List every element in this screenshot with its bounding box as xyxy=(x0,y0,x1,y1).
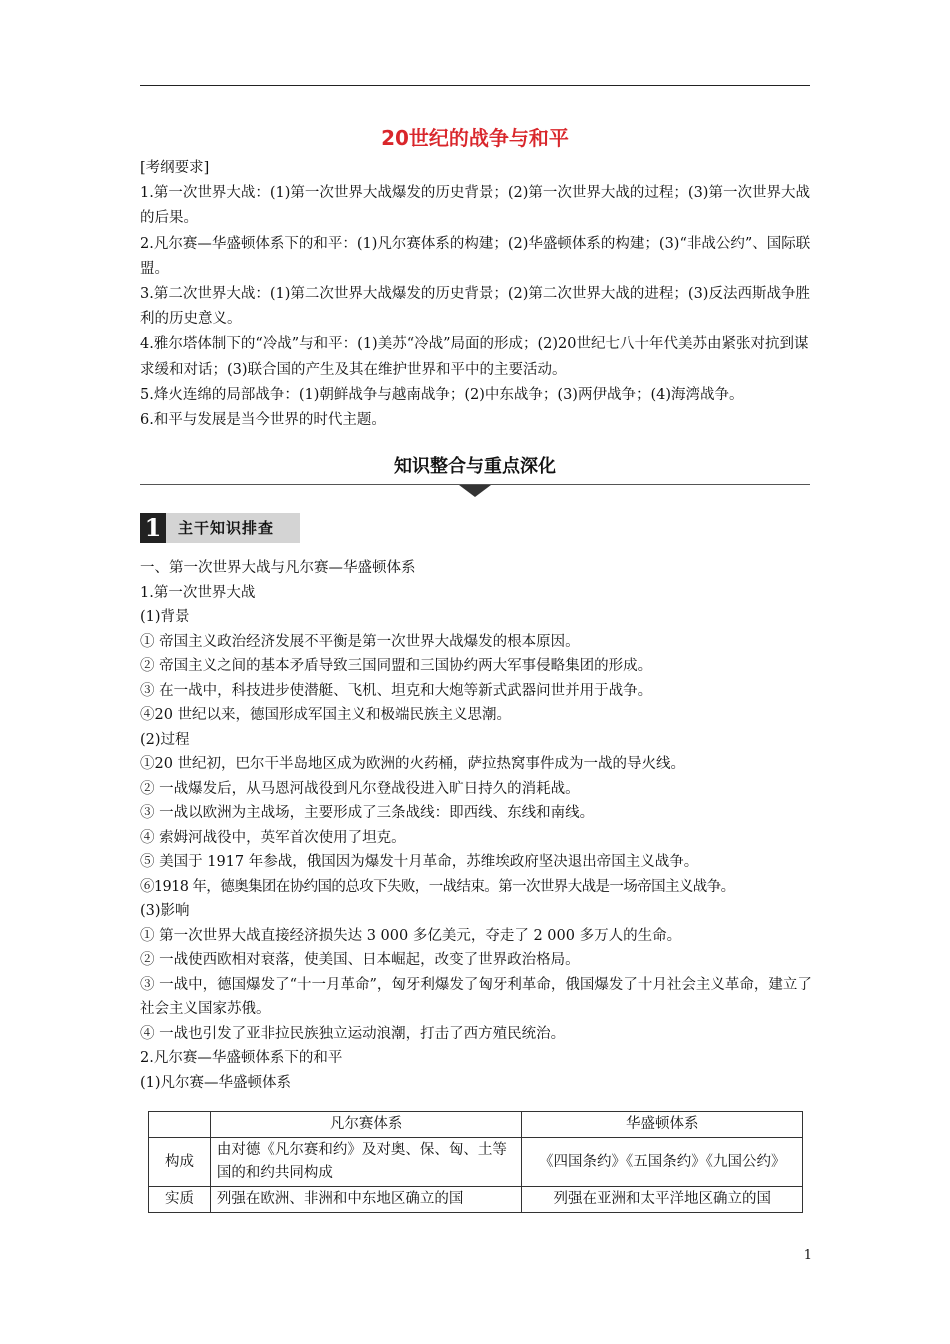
subsection-label: (3)影响 xyxy=(140,903,190,919)
table-row xyxy=(149,1187,803,1213)
subsection-heading: 1.第一次世界大战 xyxy=(140,584,256,601)
requirement-item: 3.第二次世界大战：(1)第二次世界大战爆发的历史背景；(2)第二次世界大战的进程；(3)反法西斯战争胜利的历史意义。 xyxy=(140,286,810,328)
list-item: ① 第一次世界大战直接经济损失达 3 000 多亿美元，夺走了 2 000 多万人的生命。 xyxy=(140,927,682,944)
list-item: ② 一战使西欧相对衰落，使美国、日本崛起，改变了世界政治格局。 xyxy=(140,952,580,968)
list-item: ⑥1918 年，德奥集团在协约国的总攻下失败，一战结束。第一次世界大战是一场帝国主义战争。 xyxy=(140,878,735,895)
subsection-label: (1)凡尔赛—华盛顿体系 xyxy=(140,1074,292,1091)
subsection-heading: 2.凡尔赛—华盛顿体系下的和平 xyxy=(140,1050,343,1066)
table-cell: 列强在欧洲、非洲和中东地区确立的国 xyxy=(210,1187,522,1213)
table-header-cell: 华盛顿体系 xyxy=(522,1112,803,1138)
table-cell: 列强在亚洲和太平洋地区确立的国 xyxy=(522,1187,803,1213)
badge-label: 主干知识排查 xyxy=(178,519,275,537)
requirement-item: 5.烽火连绵的局部战争：(1)朝鲜战争与越南战争；(2)中东战争；(3)两伊战争；(4)海湾战争。 xyxy=(140,386,744,403)
list-item: ④20 世纪以来，德国形成军国主义和极端民族主义思潮。 xyxy=(140,707,512,723)
table-cell: 由对德《凡尔赛和约》及对奥、保、匈、土等国的和约共同构成 xyxy=(210,1138,522,1187)
exam-requirements xyxy=(140,156,812,433)
main-content xyxy=(140,556,820,1095)
list-item: ② 帝国主义之间的基本矛盾导致三国同盟和三国协约两大军事侵略集团的形成。 xyxy=(140,658,653,674)
badge-number: 1 xyxy=(140,513,166,543)
requirements-heading: [考纲要求] xyxy=(140,160,210,176)
requirement-item: 4.雅尔塔体制下的“冷战”与和平：(1)美苏“冷战”局面的形成；(2)20世纪七八十年代美苏由紧张对抗到谋求缓和对话；(3)联合国的产生及其在维护世界和平中的主要活动。 xyxy=(140,336,809,378)
down-triangle-icon xyxy=(459,485,491,497)
list-item: ①20 世纪初，巴尔干半岛地区成为欧洲的火药桶，萨拉热窝事件成为一战的导火线。 xyxy=(140,756,686,772)
list-item: ④ 一战也引发了亚非拉民族独立运动浪潮，打击了西方殖民统治。 xyxy=(140,1025,566,1042)
table-cell: 《四国条约》《五国条约》《九国公约》 xyxy=(522,1138,803,1187)
list-item: ③ 在一战中，科技进步使潜艇、飞机、坦克和大炮等新式武器问世并用于战争。 xyxy=(140,682,653,699)
table-header-cell: 凡尔赛体系 xyxy=(210,1112,522,1138)
section-badge xyxy=(140,513,300,543)
list-item: ④ 索姆河战役中，英军首次使用了坦克。 xyxy=(140,829,406,846)
page-number: 1 xyxy=(803,1248,812,1263)
list-item: ① 帝国主义政治经济发展不平衡是第一次世界大战爆发的根本原因。 xyxy=(140,633,580,650)
section-header xyxy=(140,452,810,498)
list-item: ③ 一战中，德国爆发了“十一月革命”，匈牙利爆发了匈牙利革命，俄国爆发了十月社会主义革命，建立了社会主义国家苏俄。 xyxy=(140,976,812,1017)
list-item: ② 一战爆发后，从马恩河战役到凡尔登战役进入旷日持久的消耗战。 xyxy=(140,780,580,797)
part-heading: 一、第一次世界大战与凡尔赛—华盛顿体系 xyxy=(140,560,416,576)
table-cell: 构成 xyxy=(149,1138,211,1187)
requirement-item: 6.和平与发展是当今世界的时代主题。 xyxy=(140,412,386,429)
subsection-label: (1)背景 xyxy=(140,609,190,625)
requirement-item: 1.第一次世界大战：(1)第一次世界大战爆发的历史背景；(2)第一次世界大战的过程；(3)第一次世界大战的后果。 xyxy=(140,185,810,227)
subsection-label: (2)过程 xyxy=(140,731,190,748)
list-item: ③ 一战以欧洲为主战场，主要形成了三条战线：即西线、东线和南线。 xyxy=(140,805,595,821)
requirement-item: 2.凡尔赛—华盛顿体系下的和平：(1)凡尔赛体系的构建；(2)华盛顿体系的构建；(3)“非战公约”、国际联盟。 xyxy=(140,235,811,277)
section-title: 知识整合与重点深化 xyxy=(394,456,556,477)
page-title: 20世纪的战争与和平 xyxy=(381,126,569,150)
table-header-row xyxy=(149,1112,803,1138)
comparison-table xyxy=(148,1111,803,1213)
table-cell: 实质 xyxy=(149,1187,211,1213)
top-rule xyxy=(140,85,810,86)
table-row xyxy=(149,1138,803,1187)
list-item: ⑤ 美国于 1917 年参战，俄国因为爆发十月革命，苏维埃政府坚决退出帝国主义战争。 xyxy=(140,854,699,870)
table-header-cell xyxy=(149,1112,211,1138)
